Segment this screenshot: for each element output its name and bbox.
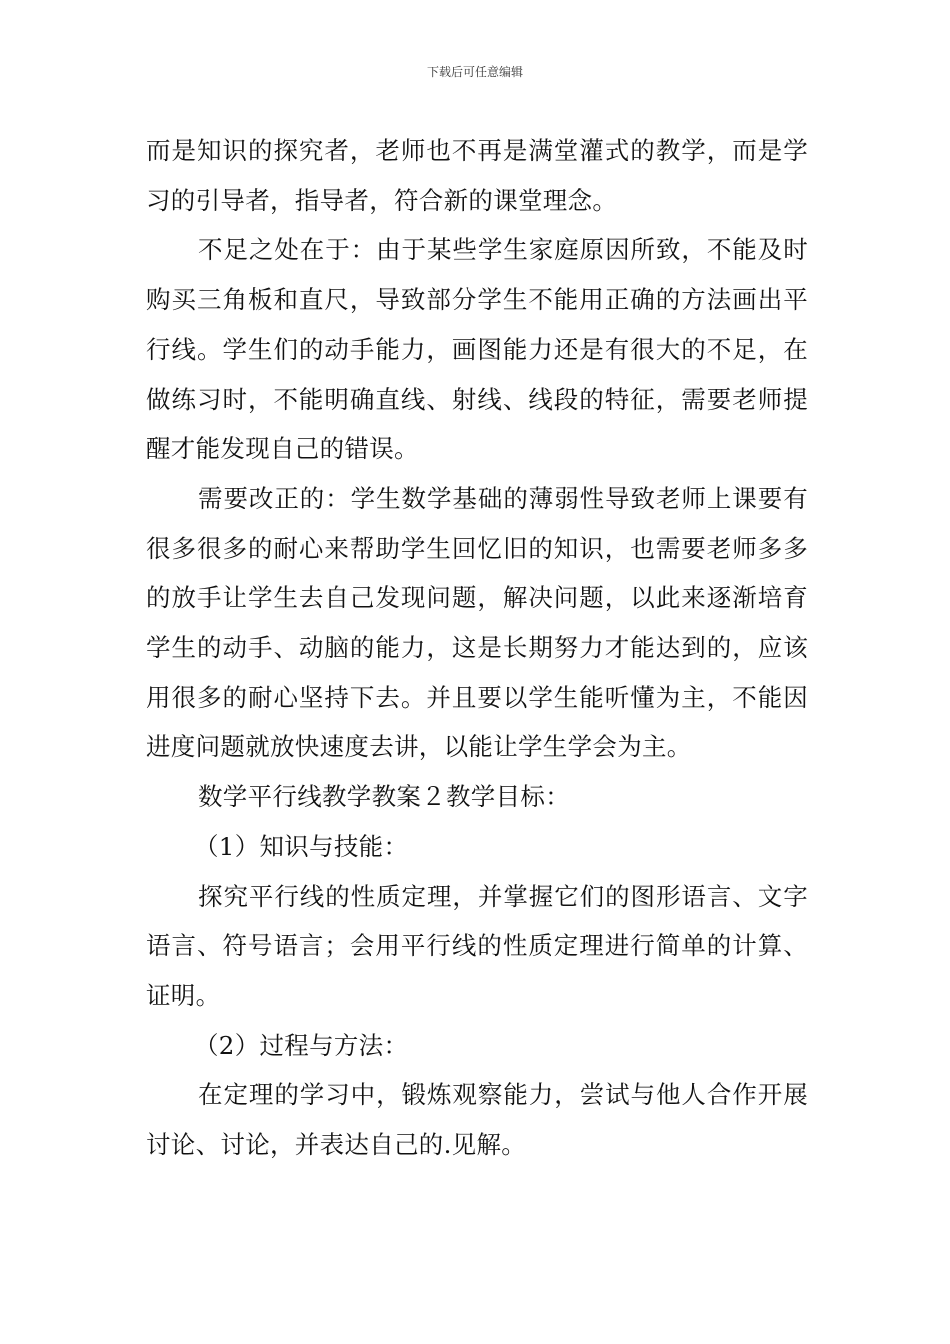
paragraph-objective-1-body: 探究平行线的性质定理，并掌握它们的图形语言、文字语言、符号语言；会用平行线的性质定理进行简单的计算、证明。 bbox=[146, 881, 808, 1010]
paragraph-objective-2-heading: （2）过程与方法： bbox=[194, 1030, 409, 1060]
paragraph-objective-1-heading: （1）知识与技能： bbox=[194, 831, 409, 861]
paragraph-lesson-plan-title: 数学平行线教学教案２教学目标： bbox=[198, 782, 570, 812]
paragraph-continuation: 而是知识的探究者，老师也不再是满堂灌式的教学，而是学习的引导者，指导者，符合新的课堂理念。 bbox=[146, 136, 808, 215]
page-header: 下载后可任意编辑 bbox=[426, 65, 523, 79]
paragraph-improvements: 需要改正的：学生数学基础的薄弱性导致老师上课要有很多很多的耐心来帮助学生回忆旧的知识，也需要老师多多的放手让学生去自己发现问题，解决问题，以此来逐渐培育学生的动手、动脑的能力，这是长期努力才能达到的，应该用很多的耐心坚持下去。并且要以学生能听懂为主，不能因进度问题就放快速度去讲，以能让学生学会为主。 bbox=[146, 483, 808, 762]
document-body bbox=[146, 126, 808, 1170]
paragraph-shortcomings: 不足之处在于：由于某些学生家庭原因所致，不能及时购买三角板和直尺，导致部分学生不能用正确的方法画出平行线。学生们的动手能力，画图能力还是有很大的不足，在做练习时，不能明确直线、射线、线段的特征，需要老师提醒才能发现自己的错误。 bbox=[146, 235, 808, 464]
paragraph-objective-2-body: 在定理的学习中，锻炼观察能力，尝试与他人合作开展讨论、讨论，并表达自己的.见解。 bbox=[146, 1080, 808, 1160]
